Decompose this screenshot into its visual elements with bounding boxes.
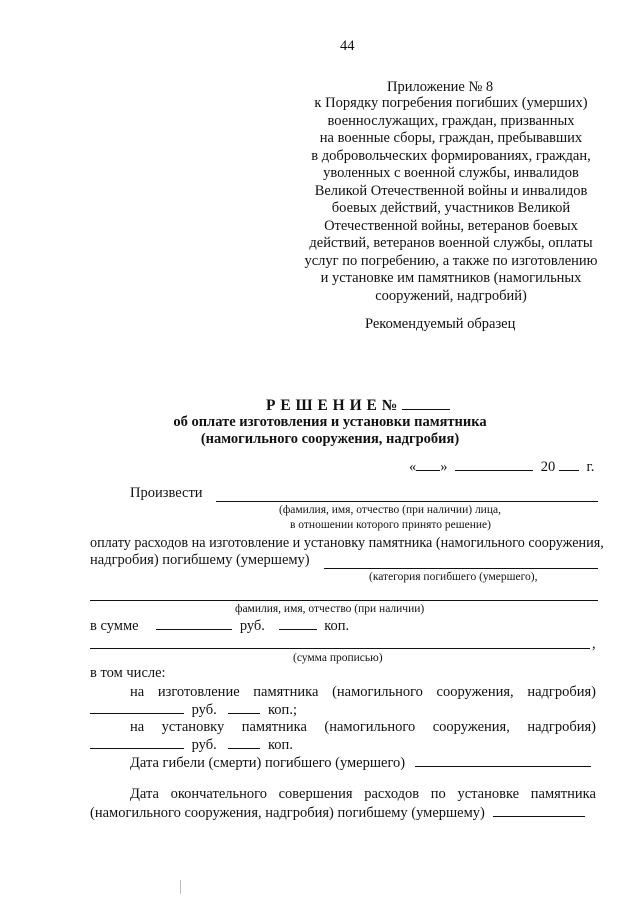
final-date-line-1 [130, 786, 596, 803]
appendix-line: на военные сборы, граждан, пребывавших [319, 130, 583, 146]
item2-kop-field[interactable] [228, 735, 260, 749]
final-date-field[interactable] [493, 803, 585, 817]
proizvesti-label: Произвести [130, 485, 203, 501]
appendix-line: к Порядку погребения погибших (умерших) [314, 95, 588, 111]
item2-word: установку [161, 719, 225, 735]
category-hint: (категория погибшего (умершего), [369, 571, 538, 583]
date-year-prefix: 20 [540, 459, 556, 475]
sum-label: в сумме [90, 618, 139, 634]
item1-word: памятника [253, 684, 319, 700]
final-word: установке [457, 786, 520, 802]
sum-comma: , [592, 636, 596, 652]
item1-amount-line [90, 700, 297, 719]
fio-hint-3: фамилия, имя, отчество (при наличии) [235, 603, 425, 615]
final-line2-text: (намогильного сооружения, надгробия) погибшему (умершему) [90, 805, 485, 821]
item2-word: сооружения, [432, 719, 510, 735]
sum-rub-label: руб. [239, 618, 265, 634]
recommended-sample-label: Рекомендуемый образец [365, 316, 516, 332]
payment-text-line-2: надгробия) погибшему (умершему) [90, 552, 310, 568]
appendix-line: действий, ветеранов военной службы, оплаты [309, 235, 593, 251]
item1-line [130, 684, 596, 701]
fio-hint-1: (фамилия, имя, отчество (при наличии) лица, [279, 504, 501, 516]
appendix-line: сооружений, надгробий) [375, 287, 527, 304]
item1-kop-label: коп.; [268, 702, 297, 718]
scan-mark [180, 880, 181, 894]
item2-word: надгробия) [527, 719, 596, 735]
item1-word: (намогильного [332, 684, 423, 700]
date-open-quote: « [409, 459, 417, 475]
item2-rub-label: руб. [191, 737, 217, 753]
including-label: в том числе: [90, 665, 166, 681]
sum-kop-label: коп. [324, 618, 350, 634]
date-year-field[interactable] [559, 457, 579, 471]
appendix-line: Отечественной войны, ветеранов боевых [324, 217, 578, 234]
final-date-line-2 [90, 803, 585, 822]
page-number: 44 [340, 38, 355, 54]
final-word: окончательного [170, 786, 267, 802]
item1-word: надгробия) [527, 684, 596, 700]
item2-kop-label: коп. [268, 737, 293, 753]
appendix-line: в добровольческих формированиях, граждан, [311, 147, 591, 164]
sum-rub-field[interactable] [156, 616, 232, 630]
appendix-line: уволенных с военной службы, инвалидов [323, 165, 579, 181]
item2-word: (намогильного [324, 719, 416, 735]
appendix-text-block [290, 95, 612, 305]
final-word: по [430, 786, 446, 802]
item1-rub-label: руб. [191, 702, 217, 718]
appendix-line: военнослужащих, граждан, призванных [327, 112, 575, 129]
appendix-line: и установке им памятников (намогильных [320, 270, 582, 286]
payment-text-line-1: оплату расходов на изготовление и установку памятника (намогильного сооружения, [90, 535, 604, 551]
decision-date-line [409, 457, 594, 476]
item1-kop-field[interactable] [228, 700, 260, 714]
date-suffix: г. [586, 459, 595, 475]
item1-rub-field[interactable] [90, 700, 184, 714]
date-month-field[interactable] [455, 457, 533, 471]
deceased-category-field[interactable] [324, 568, 598, 569]
appendix-line: услуг по погребению, а также по изготовлению [304, 252, 598, 269]
appendix-line: Великой Отечественной войны и инвалидов [314, 182, 588, 199]
death-date-line [130, 753, 591, 772]
item2-word: памятника [241, 719, 307, 735]
appendix-title: Приложение № 8 [387, 79, 494, 95]
final-word: расходов [364, 786, 420, 802]
death-date-label: Дата гибели (смерти) погибшего (умершего) [130, 755, 406, 771]
date-close-quote: » [440, 459, 448, 475]
final-word: совершения [278, 786, 353, 802]
fio-hint-2: в отношении которого принято решение) [290, 519, 491, 531]
sum-line [90, 616, 349, 635]
deceased-fio-field[interactable] [90, 600, 598, 601]
item1-word: на [130, 684, 145, 700]
decision-subtitle-1: об оплате изготовления и установки памятника [173, 414, 487, 430]
appendix-line: боевых действий, участников Великой [331, 200, 571, 216]
sum-words-hint: (сумма прописью) [293, 652, 383, 664]
item2-amount-line [90, 735, 293, 754]
item2-line [130, 719, 596, 736]
item1-word: сооружения, [436, 684, 514, 700]
decision-title-text: Р Е Ш Е Н И Е № [266, 397, 398, 414]
recipient-fio-field[interactable] [216, 501, 598, 502]
decision-subtitle-2: (намогильного сооружения, надгробия) [200, 431, 460, 447]
date-day-field[interactable] [416, 457, 440, 471]
item2-word: на [130, 719, 145, 735]
sum-kop-field[interactable] [279, 616, 317, 630]
item1-word: изготовление [157, 684, 240, 700]
death-date-field[interactable] [415, 753, 591, 767]
sum-in-words-field[interactable] [90, 648, 590, 649]
final-word: памятника [530, 786, 596, 802]
final-word: Дата [130, 786, 159, 802]
decision-title [266, 396, 450, 414]
decision-number-field[interactable] [402, 396, 450, 410]
item2-rub-field[interactable] [90, 735, 184, 749]
